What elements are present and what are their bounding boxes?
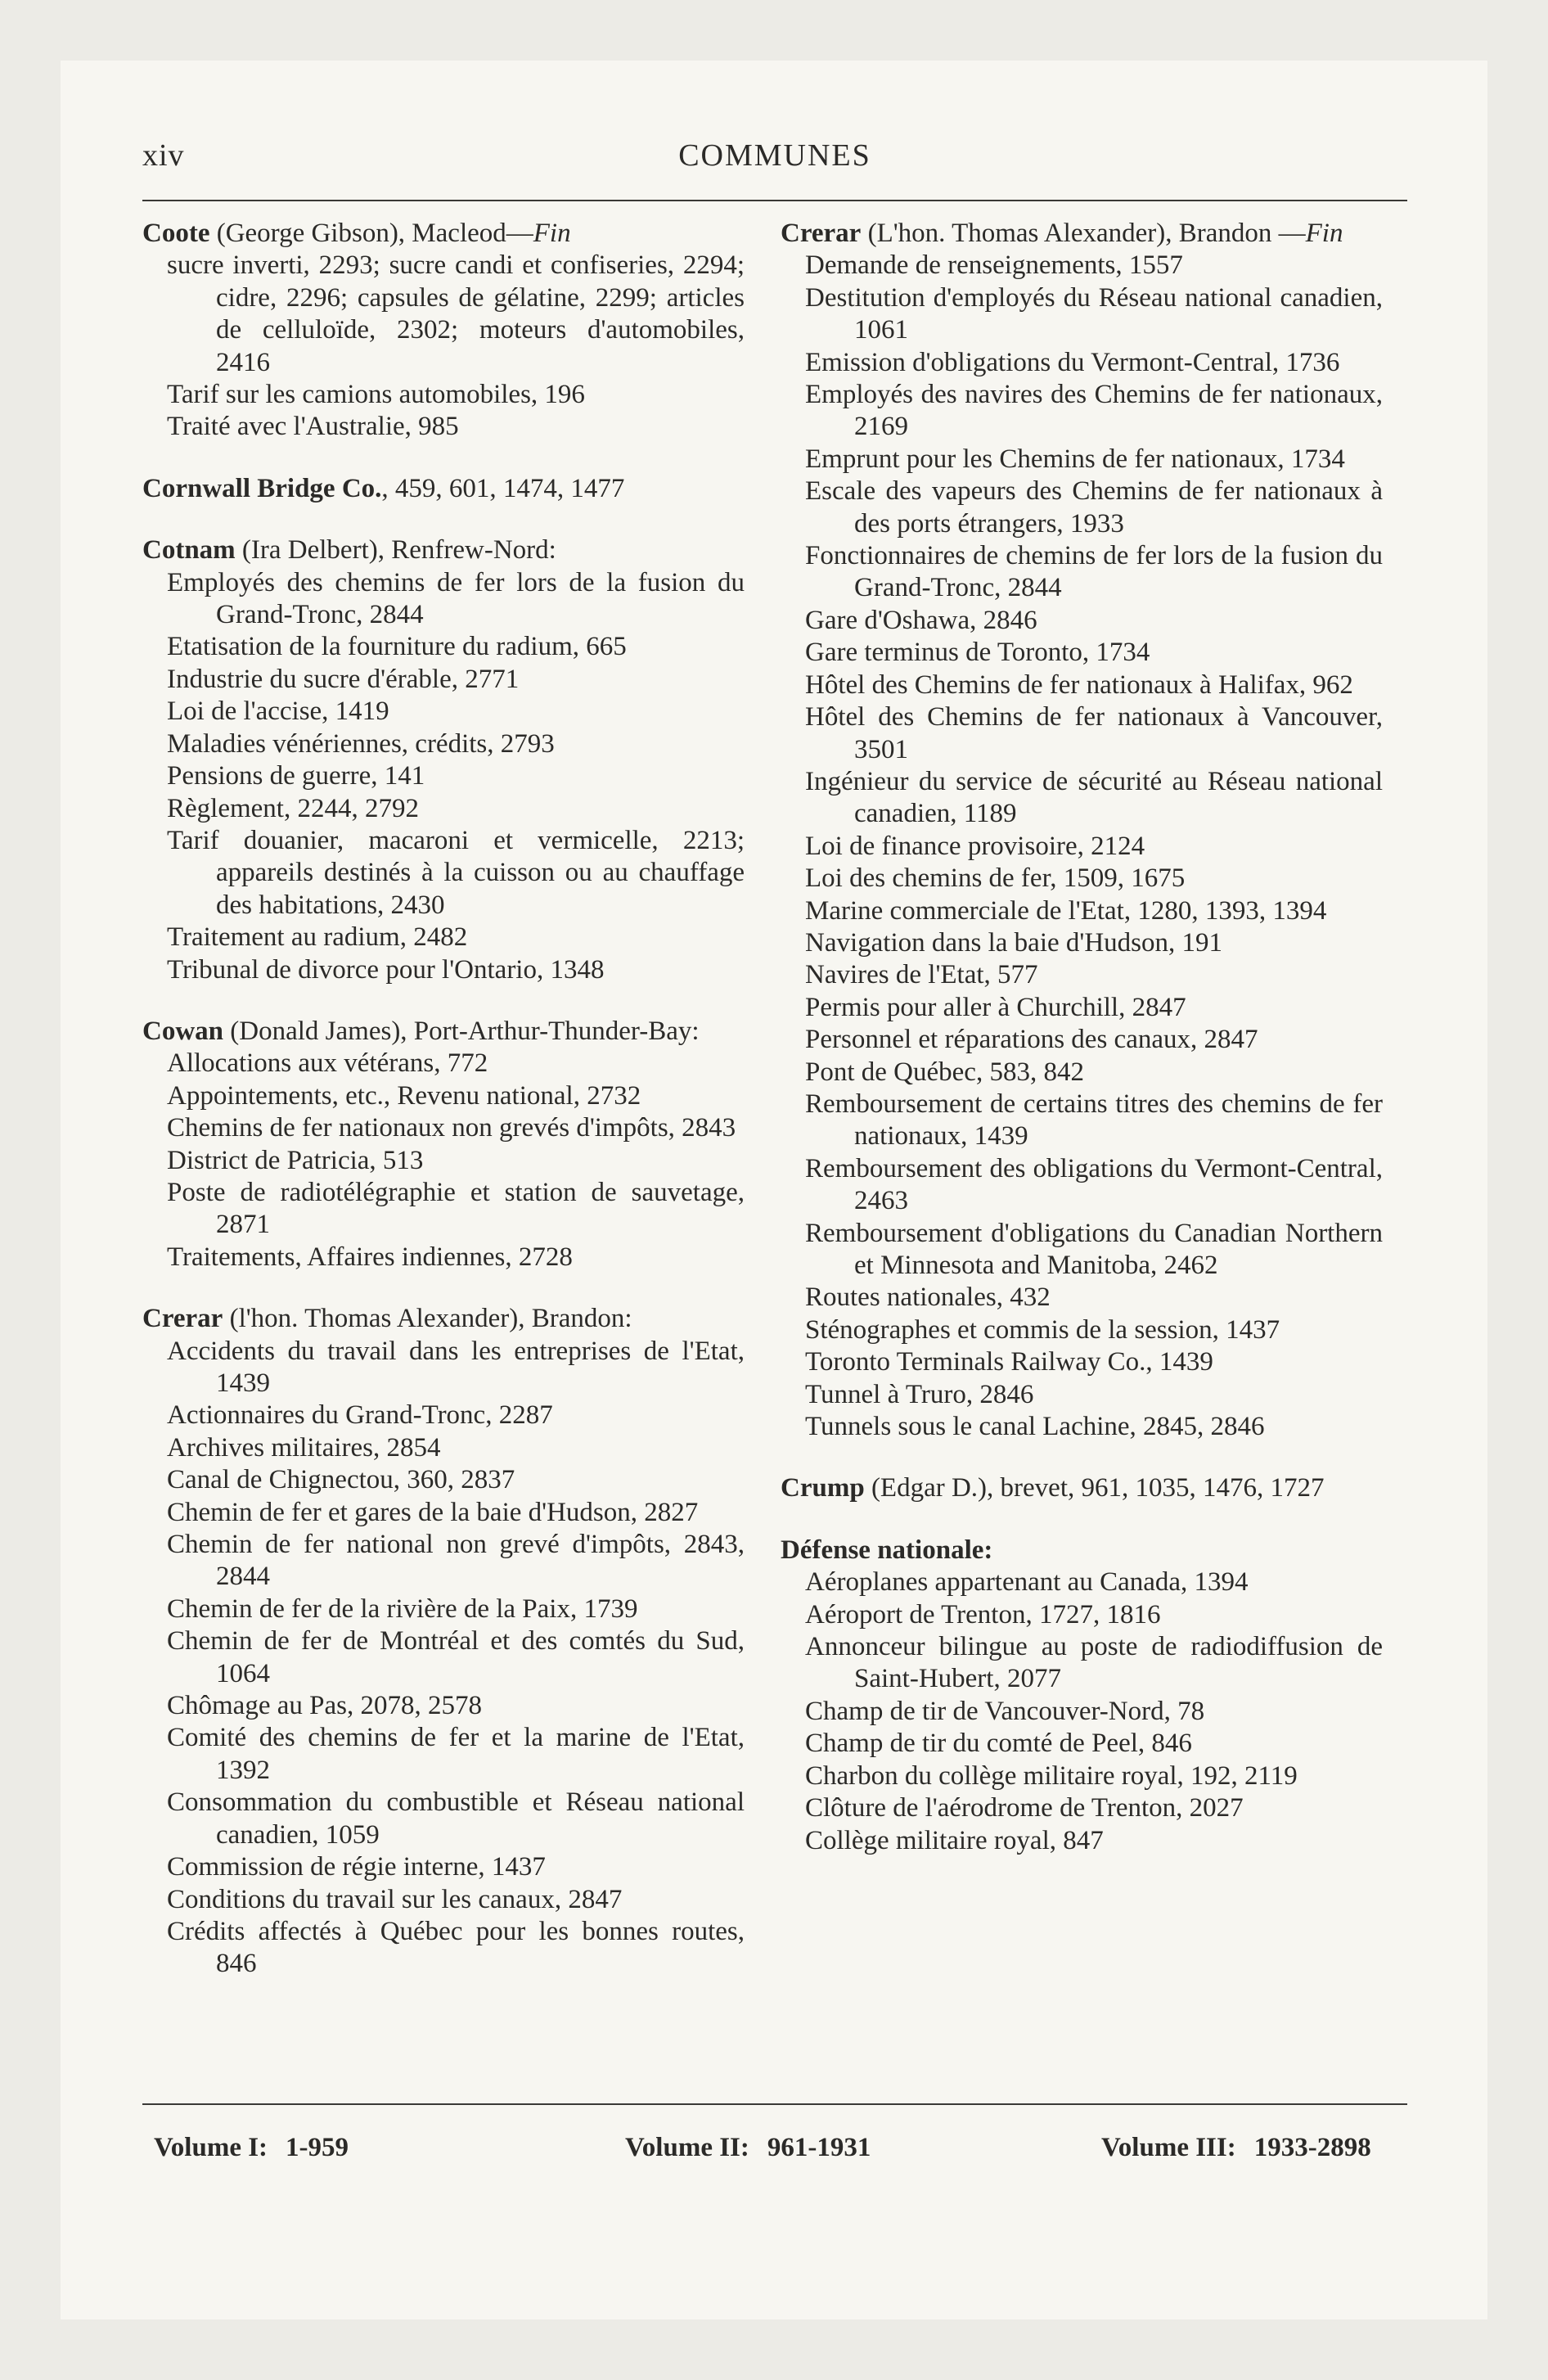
entry-heading	[142, 473, 745, 505]
page-header	[142, 137, 1407, 178]
index-entry	[142, 1016, 745, 1273]
entry-name: Cotnam	[142, 535, 236, 566]
subentry: Comité des chemins de fer et la marine de l'Etat, 1392	[167, 1723, 745, 1785]
subentry: Allocations aux vétérans, 772	[167, 1048, 488, 1079]
page-number: xiv	[142, 138, 185, 173]
entry-heading	[781, 218, 1383, 250]
subentry: Aéroplanes appartenant au Canada, 1394	[805, 1567, 1249, 1598]
subentry: Chemin de fer de la rivière de la Paix, 1739	[167, 1593, 638, 1624]
subentry: Charbon du collège militaire royal, 192, 2119	[805, 1760, 1298, 1791]
entry-qualifier: (Ira Delbert), Renfrew-Nord:	[235, 535, 556, 566]
subentry: sucre inverti, 2293; sucre candi et confiseries, 2294; cidre, 2296; capsules de gélatine, 2299; articles de celluloïde, 2302; moteurs d'automobiles, 2416	[167, 250, 745, 377]
subentry: Canal de Chignectou, 360, 2837	[167, 1465, 515, 1495]
footer-rule	[142, 2103, 1407, 2105]
subentry: Employés des navires des Chemins de fer nationaux, 2169	[805, 380, 1383, 442]
left-column	[142, 218, 745, 2010]
subentry: Tunnel à Truro, 2846	[805, 1379, 1034, 1409]
subentry: Pont de Québec, 583, 842	[805, 1057, 1084, 1087]
subentry: Routes nationales, 432	[805, 1282, 1051, 1313]
subentry: Employés des chemins de fer lors de la fusion du Grand-Tronc, 2844	[167, 567, 745, 630]
volume-range: 1933-2898	[1253, 2133, 1371, 2162]
subentry: Toronto Terminals Railway Co., 1439	[805, 1347, 1213, 1377]
subentry: Loi de l'accise, 1419	[167, 696, 389, 727]
subentry: Loi des chemins de fer, 1509, 1675	[805, 863, 1186, 894]
index-entry	[142, 534, 745, 986]
entry-qualifier: (Donald James), Port-Arthur-Thunder-Bay:	[223, 1016, 700, 1046]
entry-heading	[781, 1535, 1383, 1566]
subentry: Personnel et réparations des canaux, 2847	[805, 1025, 1258, 1055]
index-entry	[781, 1535, 1383, 1857]
entry-name: Crump	[781, 1473, 865, 1503]
subentry: Pensions de guerre, 141	[167, 761, 425, 791]
subentry: Emprunt pour les Chemins de fer nationaux, 1734	[805, 444, 1345, 474]
subentry: Traitements, Affaires indiennes, 2728	[167, 1242, 573, 1272]
subentry: Chemin de fer et gares de la baie d'Hudson, 2827	[167, 1497, 699, 1527]
subentry: Appointements, etc., Revenu national, 2732	[167, 1080, 641, 1111]
subentry: Escale des vapeurs des Chemins de fer nationaux à des ports étrangers, 1933	[805, 476, 1383, 539]
volume-label: Volume II:	[625, 2133, 749, 2162]
subentry: Conditions du travail sur les canaux, 2847	[167, 1884, 623, 1914]
subentry: District de Patricia, 513	[167, 1145, 424, 1175]
subentry: Annonceur bilingue au poste de radiodiffusion de Saint-Hubert, 2077	[805, 1632, 1383, 1694]
subentry: Maladies vénériennes, crédits, 2793	[167, 728, 555, 759]
subentry: Marine commerciale de l'Etat, 1280, 1393, 1394	[805, 895, 1327, 926]
entry-continuation: Fin	[533, 219, 571, 248]
entry-heading	[781, 1472, 1383, 1504]
subentry: Commission de régie interne, 1437	[167, 1852, 546, 1882]
subentry: Accidents du travail dans les entreprises de l'Etat, 1439	[167, 1336, 745, 1398]
subentry: Gare d'Oshawa, 2846	[805, 605, 1037, 635]
entry-heading	[142, 534, 745, 566]
subentry: Traité avec l'Australie, 985	[167, 412, 459, 442]
entry-heading	[142, 1303, 745, 1335]
subentry: Champ de tir du comté de Peel, 846	[805, 1729, 1192, 1759]
subentry: Etatisation de la fourniture du radium, 665	[167, 632, 627, 662]
subentry: Collège militaire royal, 847	[805, 1825, 1104, 1855]
subentry: Chemin de fer de Montréal et des comtés du Sud, 1064	[167, 1626, 745, 1688]
subentry: Demande de renseignements, 1557	[805, 250, 1183, 281]
page-title: COMMUNES	[678, 138, 871, 173]
entry-name: Cowan	[142, 1016, 224, 1046]
subentry: Actionnaires du Grand-Tronc, 2287	[167, 1400, 553, 1431]
subentry: Tarif douanier, macaroni et vermicelle, 2213; appareils destinés à la cuisson ou au chauffage des habitations, 2430	[167, 825, 745, 920]
subentry: Sténographes et commis de la session, 1437	[805, 1314, 1280, 1345]
header-rule	[142, 200, 1407, 201]
right-column	[781, 218, 1383, 1886]
subentry: Remboursement de certains titres des chemins de fer nationaux, 1439	[805, 1089, 1383, 1152]
subentry: Chemin de fer national non grevé d'impôts, 2843, 2844	[167, 1530, 745, 1592]
subentry: Chemins de fer nationaux non grevés d'impôts, 2843	[167, 1113, 736, 1143]
subentry: Chômage au Pas, 2078, 2578	[167, 1691, 482, 1721]
subentry: Industrie du sucre d'érable, 2771	[167, 664, 520, 694]
subentry: Crédits affectés à Québec pour les bonnes routes, 846	[167, 1916, 745, 1979]
index-entry	[142, 1303, 745, 1981]
subentry: Poste de radiotélégraphie et station de sauvetage, 2871	[167, 1177, 745, 1240]
entry-continuation: Fin	[1305, 219, 1343, 248]
subentry: Permis pour aller à Churchill, 2847	[805, 992, 1186, 1022]
volume-range: 961-1931	[767, 2133, 871, 2162]
volume-3	[1101, 2133, 1371, 2163]
volume-label: Volume III:	[1101, 2133, 1236, 2162]
subentry: Fonctionnaires de chemins de fer lors de la fusion du Grand-Tronc, 2844	[805, 541, 1383, 603]
subentry: Gare terminus de Toronto, 1734	[805, 638, 1150, 668]
volume-footer	[142, 2133, 1407, 2170]
index-entry	[781, 218, 1383, 1443]
subentry: Ingénieur du service de sécurité au Réseau national canadien, 1189	[805, 766, 1383, 829]
subentry: Tribunal de divorce pour l'Ontario, 1348	[167, 954, 605, 985]
entry-qualifier: (George Gibson), Macleod—	[209, 219, 533, 248]
subentry: Loi de finance provisoire, 2124	[805, 831, 1145, 861]
entry-name: Coote	[142, 219, 210, 248]
subentry: Emission d'obligations du Vermont-Central, 1736	[805, 347, 1340, 377]
entry-qualifier: (L'hon. Thomas Alexander), Brandon —	[861, 219, 1306, 248]
subentry: Clôture de l'aérodrome de Trenton, 2027	[805, 1793, 1244, 1823]
subentry: Consommation du combustible et Réseau national canadien, 1059	[167, 1787, 745, 1850]
subentry: Remboursement d'obligations du Canadian Northern et Minnesota and Manitoba, 2462	[805, 1218, 1383, 1280]
subentry: Navires de l'Etat, 577	[805, 960, 1038, 990]
entry-name: Crerar	[142, 1304, 223, 1334]
entry-qualifier: (l'hon. Thomas Alexander), Brandon:	[223, 1304, 632, 1334]
subentry: Destitution d'employés du Réseau national canadien, 1061	[805, 282, 1383, 345]
subentry: Archives militaires, 2854	[167, 1432, 441, 1463]
index-entry	[142, 218, 745, 444]
subentry: Hôtel des Chemins de fer nationaux à Halifax, 962	[805, 669, 1353, 700]
volume-2	[625, 2133, 871, 2163]
entry-heading	[142, 218, 745, 250]
subentry: Règlement, 2244, 2792	[167, 793, 419, 823]
volume-label: Volume I:	[154, 2133, 268, 2162]
subentry: Tarif sur les camions automobiles, 196	[167, 380, 585, 410]
index-entry	[781, 1472, 1383, 1504]
index-entry	[142, 473, 745, 505]
entry-qualifier: (Edgar D.), brevet, 961, 1035, 1476, 1727	[864, 1473, 1325, 1503]
subentry: Traitement au radium, 2482	[167, 922, 468, 953]
entry-name: Défense nationale:	[781, 1535, 993, 1565]
entry-name: Crerar	[781, 219, 862, 248]
subentry: Tunnels sous le canal Lachine, 2845, 2846	[805, 1412, 1265, 1442]
subentry: Aéroport de Trenton, 1727, 1816	[805, 1599, 1161, 1629]
subentry: Remboursement des obligations du Vermont-Central, 2463	[805, 1153, 1383, 1216]
entry-heading	[142, 1016, 745, 1048]
subentry: Champ de tir de Vancouver-Nord, 78	[805, 1696, 1205, 1726]
subentry: Navigation dans la baie d'Hudson, 191	[805, 927, 1223, 958]
subentry: Hôtel des Chemins de fer nationaux à Vancouver, 3501	[805, 702, 1383, 764]
entry-qualifier: , 459, 601, 1474, 1477	[381, 473, 625, 503]
volume-range: 1-959	[286, 2133, 349, 2162]
volume-1	[154, 2133, 349, 2163]
entry-name: Cornwall Bridge Co.	[142, 473, 382, 503]
